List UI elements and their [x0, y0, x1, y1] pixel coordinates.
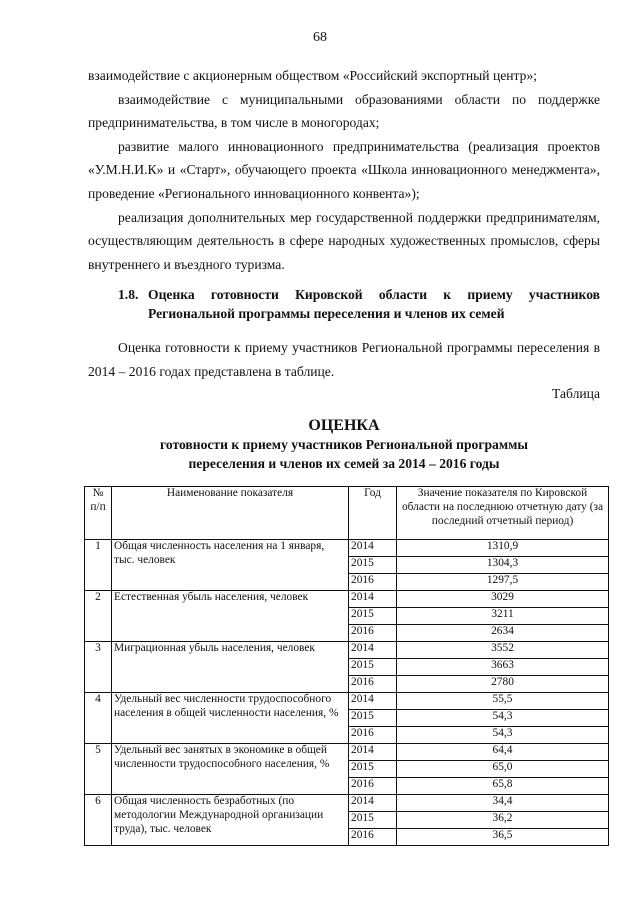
- row-year: 2016: [349, 829, 397, 846]
- table-row: [85, 693, 609, 710]
- table-row: [85, 540, 609, 557]
- row-value: 36,5: [397, 829, 609, 846]
- row-year: 2014: [349, 744, 397, 761]
- row-value: 36,2: [397, 812, 609, 829]
- row-value: 2780: [397, 676, 609, 693]
- row-value: 34,4: [397, 795, 609, 812]
- table-row: [85, 591, 609, 608]
- row-year: 2016: [349, 727, 397, 744]
- page-number: 68: [313, 30, 327, 45]
- row-value: 55,5: [397, 693, 609, 710]
- row-value: 3552: [397, 642, 609, 659]
- row-year: 2016: [349, 625, 397, 642]
- row-name: Миграционная убыль населения, человек: [112, 642, 349, 693]
- row-year: 2014: [349, 540, 397, 557]
- row-value: 65,8: [397, 778, 609, 795]
- table-title-line: готовности к приему участников Региональной программы: [160, 437, 528, 452]
- row-year: 2016: [349, 574, 397, 591]
- row-name: Естественная убыль населения, человек: [112, 591, 349, 642]
- table-title: [88, 416, 600, 473]
- row-name: Общая численность населения на 1 января, тыс. человек: [112, 540, 349, 591]
- row-value: 1304,3: [397, 557, 609, 574]
- row-year: 2014: [349, 591, 397, 608]
- row-num: 3: [85, 642, 112, 693]
- header-num: № п/п: [85, 487, 112, 540]
- header-value: Значение показателя по Кировской области на последнюю отчетную дату (за последний отчетный период): [397, 487, 609, 540]
- row-value: 1310,9: [397, 540, 609, 557]
- row-value: 2634: [397, 625, 609, 642]
- row-name: Удельный вес занятых в экономике в общей численности трудоспособного населения, %: [112, 744, 349, 795]
- row-num: 4: [85, 693, 112, 744]
- intro-paragraph: Оценка готовности к приему участников Региональной программы переселения в 2014 – 2016 годах представлена в таблице.: [88, 340, 600, 379]
- row-name: Удельный вес численности трудоспособного населения в общей численности населения, %: [112, 693, 349, 744]
- row-value: 1297,5: [397, 574, 609, 591]
- table-row: [85, 744, 609, 761]
- table-label: Таблица: [552, 386, 600, 401]
- paragraph: развитие малого инновационного предпринимательства (реализация проектов «У.М.Н.И.К» и «Старт», обучающего проекта «Школа инновационного менеджмента», проведение «Регионального инновационного конвента»);: [88, 138, 600, 201]
- row-year: 2016: [349, 676, 397, 693]
- row-year: 2015: [349, 557, 397, 574]
- section-title: Оценка готовности Кировской области к приему участников Региональной программы переселения и членов их семей: [148, 287, 600, 321]
- row-year: 2016: [349, 778, 397, 795]
- header-name: Наименование показателя: [112, 487, 349, 540]
- row-year: 2015: [349, 812, 397, 829]
- row-num: 1: [85, 540, 112, 591]
- row-year: 2015: [349, 659, 397, 676]
- row-num: 2: [85, 591, 112, 642]
- row-year: 2015: [349, 608, 397, 625]
- paragraph: взаимодействие с акционерным обществом «Российский экспортный центр»;: [88, 68, 538, 83]
- row-year: 2015: [349, 710, 397, 727]
- row-value: 65,0: [397, 761, 609, 778]
- table-row: [85, 642, 609, 659]
- row-name: Общая численность безработных (по методологии Международной организации труда), тыс. человек: [112, 795, 349, 846]
- section-number: 1.8.: [118, 287, 139, 302]
- table-title-main: ОЦЕНКА: [308, 417, 380, 434]
- row-value: 3211: [397, 608, 609, 625]
- table-title-line: переселения и членов их семей за 2014 – 2016 годы: [188, 455, 500, 471]
- row-year: 2015: [349, 761, 397, 778]
- row-value: 3029: [397, 591, 609, 608]
- row-value: 54,3: [397, 727, 609, 744]
- row-num: 6: [85, 795, 112, 846]
- row-value: 64,4: [397, 744, 609, 761]
- row-year: 2014: [349, 642, 397, 659]
- table-header-row: [85, 487, 609, 540]
- row-value: 3663: [397, 659, 609, 676]
- paragraph: взаимодействие с муниципальными образованиями области по поддержке предпринимательства, в том числе в моногородах;: [88, 91, 600, 131]
- header-year: Год: [349, 487, 397, 540]
- section-heading: [118, 285, 600, 323]
- row-num: 5: [85, 744, 112, 795]
- row-year: 2014: [349, 795, 397, 812]
- row-year: 2014: [349, 693, 397, 710]
- row-value: 54,3: [397, 710, 609, 727]
- body-text: [88, 64, 600, 276]
- paragraph: реализация дополнительных мер государственной поддержки предпринимателям, осуществляющим деятельность в сфере народных художественных промыслов, сферы внутреннего и въездного туризма.: [88, 209, 600, 272]
- table-row: [85, 795, 609, 812]
- indicator-table: [84, 486, 609, 846]
